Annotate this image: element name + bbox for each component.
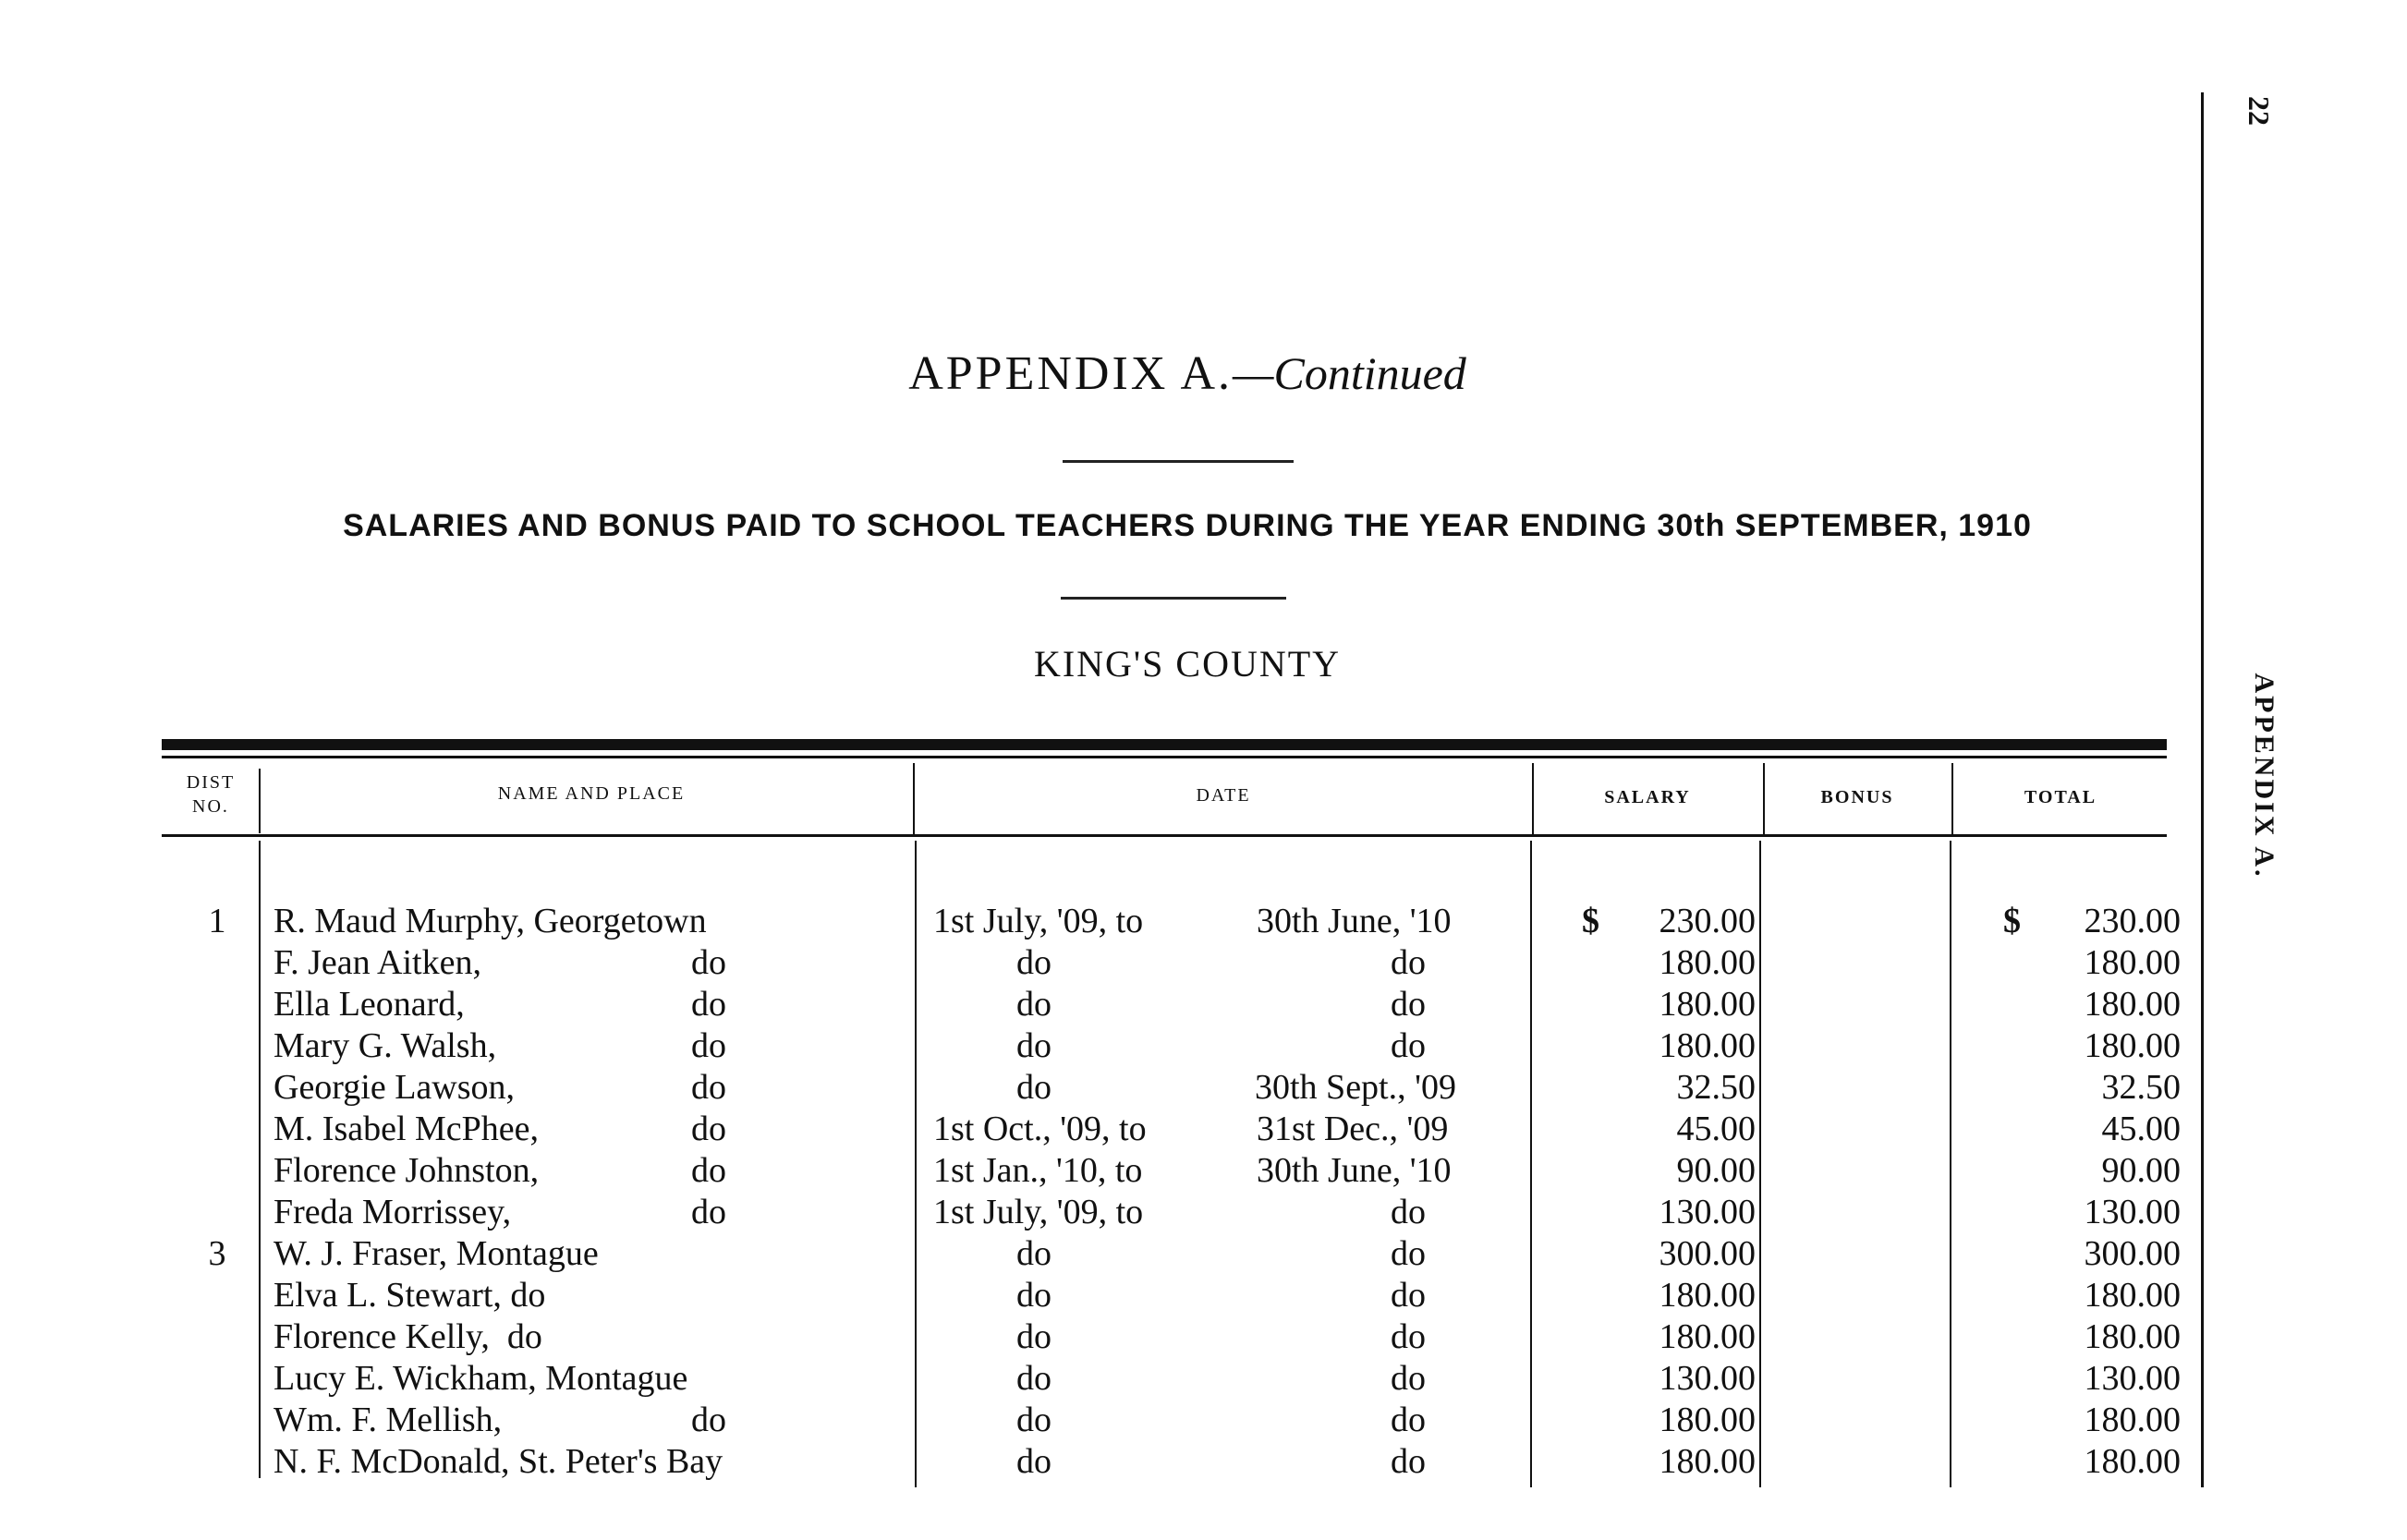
date-to: do xyxy=(1391,985,1426,1024)
date-from: do xyxy=(1016,1359,1052,1398)
table-top-rule xyxy=(162,739,2167,750)
table-row xyxy=(0,1316,2407,1358)
total: 90.00 xyxy=(2101,1151,2181,1190)
page-number: 22 xyxy=(2243,96,2276,126)
teacher-name: M. Isabel McPhee, xyxy=(274,1110,540,1148)
salary: 180.00 xyxy=(1659,943,1756,982)
salary: 45.00 xyxy=(1676,1110,1756,1148)
total: 130.00 xyxy=(2084,1193,2181,1231)
salary: 32.50 xyxy=(1676,1068,1756,1107)
date-from: do xyxy=(1016,943,1052,982)
total: 180.00 xyxy=(2084,985,2181,1024)
teacher-name: F. Jean Aitken, xyxy=(274,943,481,982)
teacher-name: Elva L. Stewart, do xyxy=(274,1276,546,1315)
table-row xyxy=(0,942,2407,984)
place: do xyxy=(691,1193,726,1231)
total: 180.00 xyxy=(2084,1442,2181,1481)
table-row xyxy=(0,1192,2407,1233)
salary: 180.00 xyxy=(1659,1276,1756,1315)
date-from: do xyxy=(1016,1442,1052,1481)
column-divider xyxy=(259,769,261,833)
date-to: 30th June, '10 xyxy=(1257,1151,1452,1190)
total: 180.00 xyxy=(2084,1026,2181,1065)
table-row xyxy=(0,1275,2407,1316)
teacher-name: N. F. McDonald, St. Peter's Bay xyxy=(274,1442,723,1481)
column-header-name: NAME AND PLACE xyxy=(497,783,686,804)
table-row xyxy=(0,1441,2407,1483)
salary: 180.00 xyxy=(1659,985,1756,1024)
divider xyxy=(1063,460,1294,463)
divider xyxy=(1061,597,1286,600)
subtitle: SALARIES AND BONUS PAID TO SCHOOL TEACHERS DURING THE YEAR ENDING 30th SEPTEMBER, 1910 xyxy=(343,508,2032,543)
teacher-name: Georgie Lawson, xyxy=(274,1068,516,1107)
date-to: 30th Sept., '09 xyxy=(1255,1068,1456,1107)
date-to: 31st Dec., '09 xyxy=(1257,1110,1449,1148)
table-row xyxy=(0,1400,2407,1441)
date-to: do xyxy=(1391,943,1426,982)
teacher-name: Mary G. Walsh, xyxy=(274,1026,497,1065)
salary: 230.00 xyxy=(1659,902,1756,940)
salary: 130.00 xyxy=(1659,1193,1756,1231)
title-main: APPENDIX A. xyxy=(908,347,1234,400)
place: do xyxy=(691,1026,726,1065)
salary: 180.00 xyxy=(1659,1401,1756,1439)
salary-currency: $ xyxy=(1582,902,1599,940)
header-bottom-rule xyxy=(162,834,2167,837)
teacher-name: W. J. Fraser, Montague xyxy=(274,1234,599,1273)
total: 300.00 xyxy=(2084,1234,2181,1273)
date-to: do xyxy=(1391,1317,1426,1356)
teacher-name: Florence Johnston, xyxy=(274,1151,540,1190)
date-from: do xyxy=(1016,1317,1052,1356)
total: 32.50 xyxy=(2101,1068,2181,1107)
place: do xyxy=(691,943,726,982)
teacher-name: Wm. F. Mellish, xyxy=(274,1401,503,1439)
date-to: do xyxy=(1391,1234,1426,1273)
table-row xyxy=(0,1025,2407,1067)
running-head: APPENDIX A. xyxy=(2249,673,2279,879)
table-row xyxy=(0,1358,2407,1400)
date-from: 1st July, '09, to xyxy=(933,902,1144,940)
total: 180.00 xyxy=(2084,943,2181,982)
date-to: 30th June, '10 xyxy=(1257,902,1452,940)
date-from: do xyxy=(1016,1276,1052,1315)
date-from: 1st Oct., '09, to xyxy=(933,1110,1147,1148)
salary: 180.00 xyxy=(1659,1026,1756,1065)
date-to: do xyxy=(1391,1026,1426,1065)
table-row xyxy=(0,1109,2407,1150)
column-header-salary: SALARY xyxy=(1604,787,1691,807)
column-header-bonus: BONUS xyxy=(1820,787,1894,807)
teacher-name: Florence Kelly, do xyxy=(274,1317,542,1356)
total: 130.00 xyxy=(2084,1359,2181,1398)
place: do xyxy=(691,1151,726,1190)
date-from: 1st Jan., '10, to xyxy=(933,1151,1143,1190)
total: 45.00 xyxy=(2101,1110,2181,1148)
salary: 180.00 xyxy=(1659,1442,1756,1481)
total: 180.00 xyxy=(2084,1276,2181,1315)
total: 180.00 xyxy=(2084,1317,2181,1356)
date-to: do xyxy=(1391,1442,1426,1481)
column-header-total: TOTAL xyxy=(2024,787,2097,807)
date-to: do xyxy=(1391,1193,1426,1231)
teacher-name: R. Maud Murphy, Georgetown xyxy=(274,902,707,940)
table-row xyxy=(0,1150,2407,1192)
place: do xyxy=(691,1068,726,1107)
total-currency: $ xyxy=(2003,902,2021,940)
dist-number: 1 xyxy=(208,902,226,940)
place: do xyxy=(691,1401,726,1439)
date-to: do xyxy=(1391,1401,1426,1439)
date-to: do xyxy=(1391,1359,1426,1398)
table-top-thin-rule xyxy=(162,756,2167,758)
salary: 90.00 xyxy=(1676,1151,1756,1190)
county-heading: KING'S COUNTY xyxy=(1033,643,1342,685)
table-row xyxy=(0,901,2407,942)
teacher-name: Lucy E. Wickham, Montague xyxy=(274,1359,688,1398)
teacher-name: Freda Morrissey, xyxy=(274,1193,512,1231)
date-from: do xyxy=(1016,1234,1052,1273)
page-title xyxy=(0,346,2375,401)
column-header-dist: DIST NO. xyxy=(186,772,236,817)
total: 180.00 xyxy=(2084,1401,2181,1439)
title-suffix: —Continued xyxy=(1233,347,1466,399)
place: do xyxy=(691,1110,726,1148)
table-row xyxy=(0,1233,2407,1275)
date-from: 1st July, '09, to xyxy=(933,1193,1144,1231)
dist-number: 3 xyxy=(208,1234,226,1273)
date-to: do xyxy=(1391,1276,1426,1315)
salary: 130.00 xyxy=(1659,1359,1756,1398)
table-row xyxy=(0,984,2407,1025)
total: 230.00 xyxy=(2084,902,2181,940)
date-from: do xyxy=(1016,1026,1052,1065)
table-row xyxy=(0,1067,2407,1109)
salary: 180.00 xyxy=(1659,1317,1756,1356)
salary: 300.00 xyxy=(1659,1234,1756,1273)
date-from: do xyxy=(1016,985,1052,1024)
date-from: do xyxy=(1016,1401,1052,1439)
column-header-date: DATE xyxy=(1196,785,1251,806)
place: do xyxy=(691,985,726,1024)
teacher-name: Ella Leonard, xyxy=(274,985,465,1024)
date-from: do xyxy=(1016,1068,1052,1107)
